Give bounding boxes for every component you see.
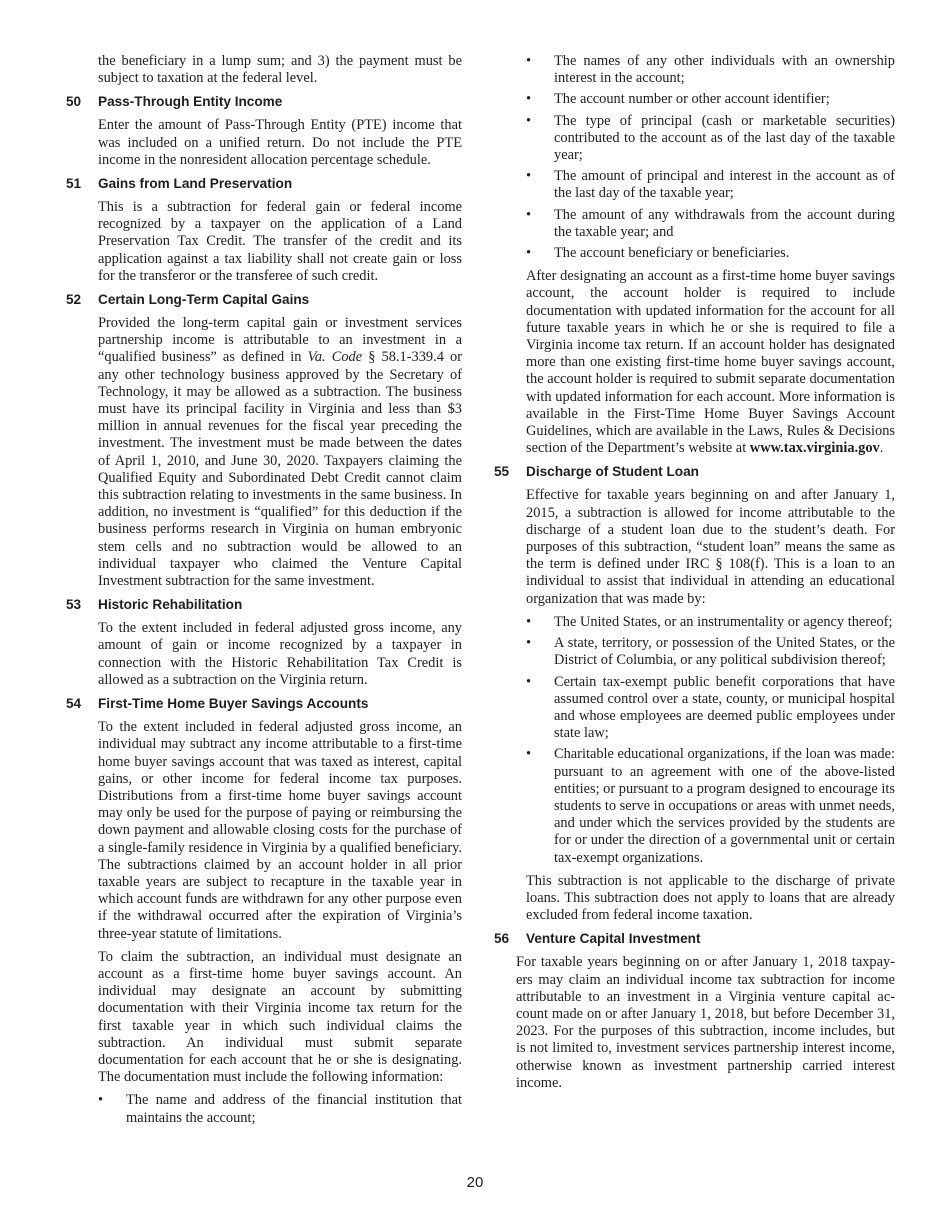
section-55-heading (494, 463, 895, 480)
section-52-number: 52 (66, 292, 82, 308)
section-54-bullet-list-right (494, 53, 895, 262)
list-item: • The amount of principal and interest in the account as of the last day of the taxable year; (494, 168, 895, 202)
section-51-number: 51 (66, 176, 82, 192)
section-51-body: This is a subtraction for federal gain or federal income recognized by a taxpayer on the application of a Land Preservation Tax Credit. The transfer of the credit and its application against a tax liability shall not create gain or loss for the transferor or the transferee of such credit. (98, 199, 462, 284)
section-52-title: Certain Long-Term Capital Gains (98, 292, 310, 308)
list-item: • The names of any other individuals with an ownership interest in the account; (494, 53, 895, 87)
section-54-body-1: To the extent included in federal adjusted gross income, an individual may subtract any income attributable to a first-time home buyer savings account that was taxed as interest, capital gains, or other income for federal income tax purposes. Distributions from a first-time home buyer savings account may only be used for the purpose of paying or reimbursing the down payment and allowable closing costs for the purchase of a single-family residence in Virginia by a qualified beneficiary. The subtractions claimed by an account holder in all prior taxable years are subject to recapture in the taxable year in which account funds are withdrawn for any other purpose even if the withdrawal occurred after the expiration of Virginia’s three-year statute of limitations. (98, 719, 462, 942)
section-50-body: Enter the amount of Pass-Through Entity (PTE) income that was included on a unified return. Do not include the PTE income in the nonresident allocation percentage schedule. (98, 117, 462, 168)
section-53-body: To the extent included in federal adjusted gross income, any amount of gain or income recognized by a taxpayer in connection with the Historic Rehabilitation Tax Credit is allowed as a subtraction on the Virginia return. (98, 620, 462, 688)
section-55-title: Discharge of Student Loan (526, 464, 699, 480)
section-54-bullet-list-left (66, 1092, 462, 1126)
section-53-title: Historic Rehabilitation (98, 597, 243, 613)
section-51-heading (66, 175, 462, 192)
section-53-heading (66, 596, 462, 613)
section-54-number: 54 (66, 696, 82, 712)
section-55-closing: This subtraction is not applicable to the discharge of private loans. This subtraction does not apply to loans that are already excluded from federal income taxation. (526, 872, 895, 924)
section-56-heading (494, 930, 895, 947)
section-54-title: First-Time Home Buyer Savings Accounts (98, 696, 369, 712)
section-56-number: 56 (494, 931, 510, 947)
section-52-heading (66, 291, 462, 308)
right-column (494, 53, 895, 1098)
section-56-body: For taxable years beginning on or after January 1, 2018 taxpay-ers may claim an individual income tax subtraction for income attributable to an investment in a Virginia venture capital ac-count made on or after January 1, 2018, but before December 31, 2023. For the purposes of this subtraction, income includes, but is not limited to, investment services partnership interest income, otherwise known as investment partnership carried interest income. (516, 954, 895, 1091)
section-54-heading (66, 695, 462, 712)
list-item: • The account beneficiary or beneficiaries. (494, 245, 895, 262)
section-52-body-part-2: § 58.1-339.4 or any other technology business approved by the Secretary of Technology, it may be allowed as a subtraction. The business must have its principal facility in Virginia and less than $3 million in annual revenues for the fiscal year preceding the investment. The investment must be made between the dates of April 1, 2010, and June 30, 2020. Taxpayers claiming the Qualified Equity and Subordinated Debt Credit cannot claim this subtraction relating to investments in the same business. In addition, no investment is “qualified” for this deduction if the business performs research in Virginia on human embryonic stem cells and no subtraction would be allowed to an individual taxpayer who claimed the Venture Capital Investment subtraction for the same investment. (98, 349, 462, 590)
section-55-bullet-list (494, 614, 895, 867)
section-55-number: 55 (494, 464, 510, 480)
left-column (66, 53, 462, 1133)
list-item: • The name and address of the financial institution that maintains the account; (66, 1092, 462, 1126)
list-item: • Charitable educational organizations, if the loan was made: pursuant to an agreement with one of the above-listed entities; or pursuant to a program designed to encourage its students to serve in occupations or areas with unmet needs, and under which the services provided by the students are for or under the direction of a governmental unit or certain tax-exempt organizations. (494, 746, 895, 866)
page-number: 20 (466, 1174, 484, 1191)
section-54-closing (526, 268, 895, 457)
section-52-body (98, 315, 462, 590)
list-item: • A state, territory, or possession of the United States, or the District of Columbia, or any political subdivision thereof; (494, 635, 895, 669)
website-link[interactable]: www.tax.virginia.gov (749, 440, 880, 457)
section-56-title: Venture Capital Investment (526, 931, 701, 947)
list-item: • The United States, or an instrumentality or agency thereof; (494, 614, 895, 631)
list-item: • Certain tax-exempt public benefit corporations that have assumed control over a state, county, or municipal hospital and whose employees are deemed public employees under state law; (494, 674, 895, 743)
closing-period: . (879, 440, 884, 457)
section-50-title: Pass-Through Entity Income (98, 94, 283, 110)
section-52-code-reference: Va. Code (307, 349, 363, 366)
section-52-body-part-1: Provided the long-term capital gain or investment services partnership income is attributable to an investment in a “qualified business” as defined in (98, 315, 462, 366)
section-51-title: Gains from Land Preservation (98, 176, 293, 192)
intro-paragraph: the beneficiary in a lump sum; and 3) the payment must be subject to taxation at the federal level. (98, 53, 462, 87)
list-item: • The amount of any withdrawals from the account during the taxable year; and (494, 207, 895, 241)
list-item: • The account number or other account identifier; (494, 91, 895, 108)
section-50-number: 50 (66, 94, 82, 110)
list-item: • The type of principal (cash or marketable securities) contributed to the account as of the last day of the taxable year; (494, 113, 895, 165)
section-55-body: Effective for taxable years beginning on and after January 1, 2015, a subtraction is allowed for income attributable to the discharge of a student loan due to the student’s death. For purposes of this subtraction, “student loan” means the same as the term is defined under IRC § 108(f). This is a loan to an individual to assist that individual in attending an educational organization that was made by: (526, 487, 895, 607)
section-50-heading (66, 93, 462, 110)
section-54-body-2: To claim the subtraction, an individual must designate an account as a first-time home buyer savings account. An individual may designate an account by submitting documentation with their Virginia income tax return for the first taxable year in which such individual claims the subtraction. An individual must submit separate documentation for each account that he or she is designating. The documentation must include the following information: (98, 948, 462, 1086)
section-53-number: 53 (66, 597, 82, 613)
section-54-closing-text: After designating an account as a first-time home buyer savings account, the account holder is required to include documentation with updated information for the account for all future taxable years in which he or she is required to file a Virginia income tax return. If an account holder has designated more than one existing first-time home buyer savings account, the account holder is required to submit separate documentation with updated information for each account. More information is available in the First-Time Home Buyer Savings Account Guidelines, which are available in the Laws, Rules & Decisions section of the Department’s website at (526, 268, 895, 457)
